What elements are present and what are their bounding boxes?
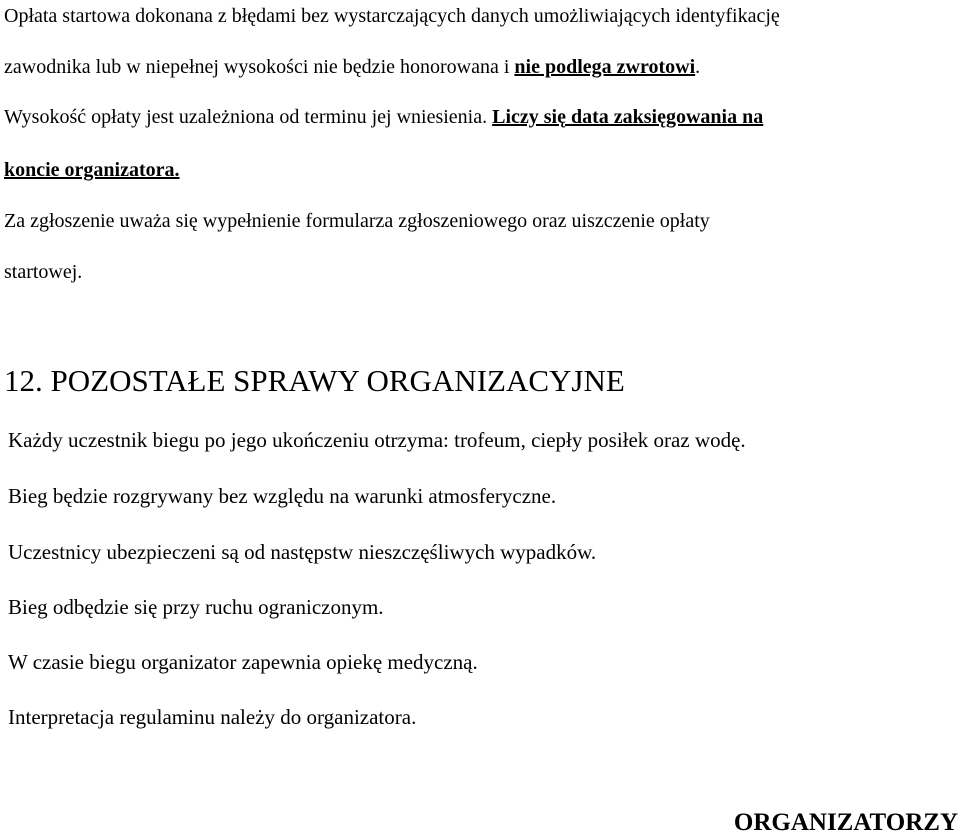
section-item: Bieg będzie rozgrywany bez względu na warunki atmosferyczne.: [8, 484, 557, 508]
section-item: W czasie biegu organizator zapewnia opiekę medyczną.: [8, 650, 478, 674]
fee-paragraph-line-4: [4, 158, 180, 182]
section-item: Interpretacja regulaminu należy do organizatora.: [8, 705, 417, 729]
fee-line-2-period: .: [695, 56, 701, 78]
fee-line-2-text: zawodnika lub w niepełnej wysokości nie będzie honorowana i: [4, 56, 515, 78]
fee-paragraph-line-1: Opłata startowa dokonana z błędami bez wystarczających danych umożliwiających identyfikację: [4, 5, 780, 27]
registration-paragraph-line-2: startowej.: [4, 261, 83, 283]
fee-line-3-text: Wysokość opłaty jest uzależniona od terminu jej wniesienia.: [4, 106, 493, 128]
registration-paragraph-line-1: Za zgłoszenie uważa się wypełnienie formularza zgłoszeniowego oraz uiszczenie opłaty: [4, 210, 710, 232]
section-item: Bieg odbędzie się przy ruchu ograniczonym.: [8, 595, 384, 619]
section-item: Uczestnicy ubezpieczeni są od następstw nieszczęśliwych wypadków.: [8, 540, 597, 564]
fee-paragraph-line-2: [4, 55, 700, 79]
organizers-signature: ORGANIZATORZY: [733, 809, 958, 836]
fee-paragraph-line-3: [4, 105, 763, 129]
no-refund-emphasis: nie podlega zwrotowi: [514, 56, 696, 78]
booking-date-emphasis: Liczy się data zaksięgowania na: [492, 106, 764, 128]
section-heading: 12. POZOSTAŁE SPRAWY ORGANIZACYJNE: [4, 363, 625, 398]
section-item: Każdy uczestnik biegu po jego ukończeniu otrzyma: trofeum, ciepły posiłek oraz wodę.: [8, 428, 746, 452]
organizer-account-emphasis: koncie organizatora.: [4, 159, 180, 181]
